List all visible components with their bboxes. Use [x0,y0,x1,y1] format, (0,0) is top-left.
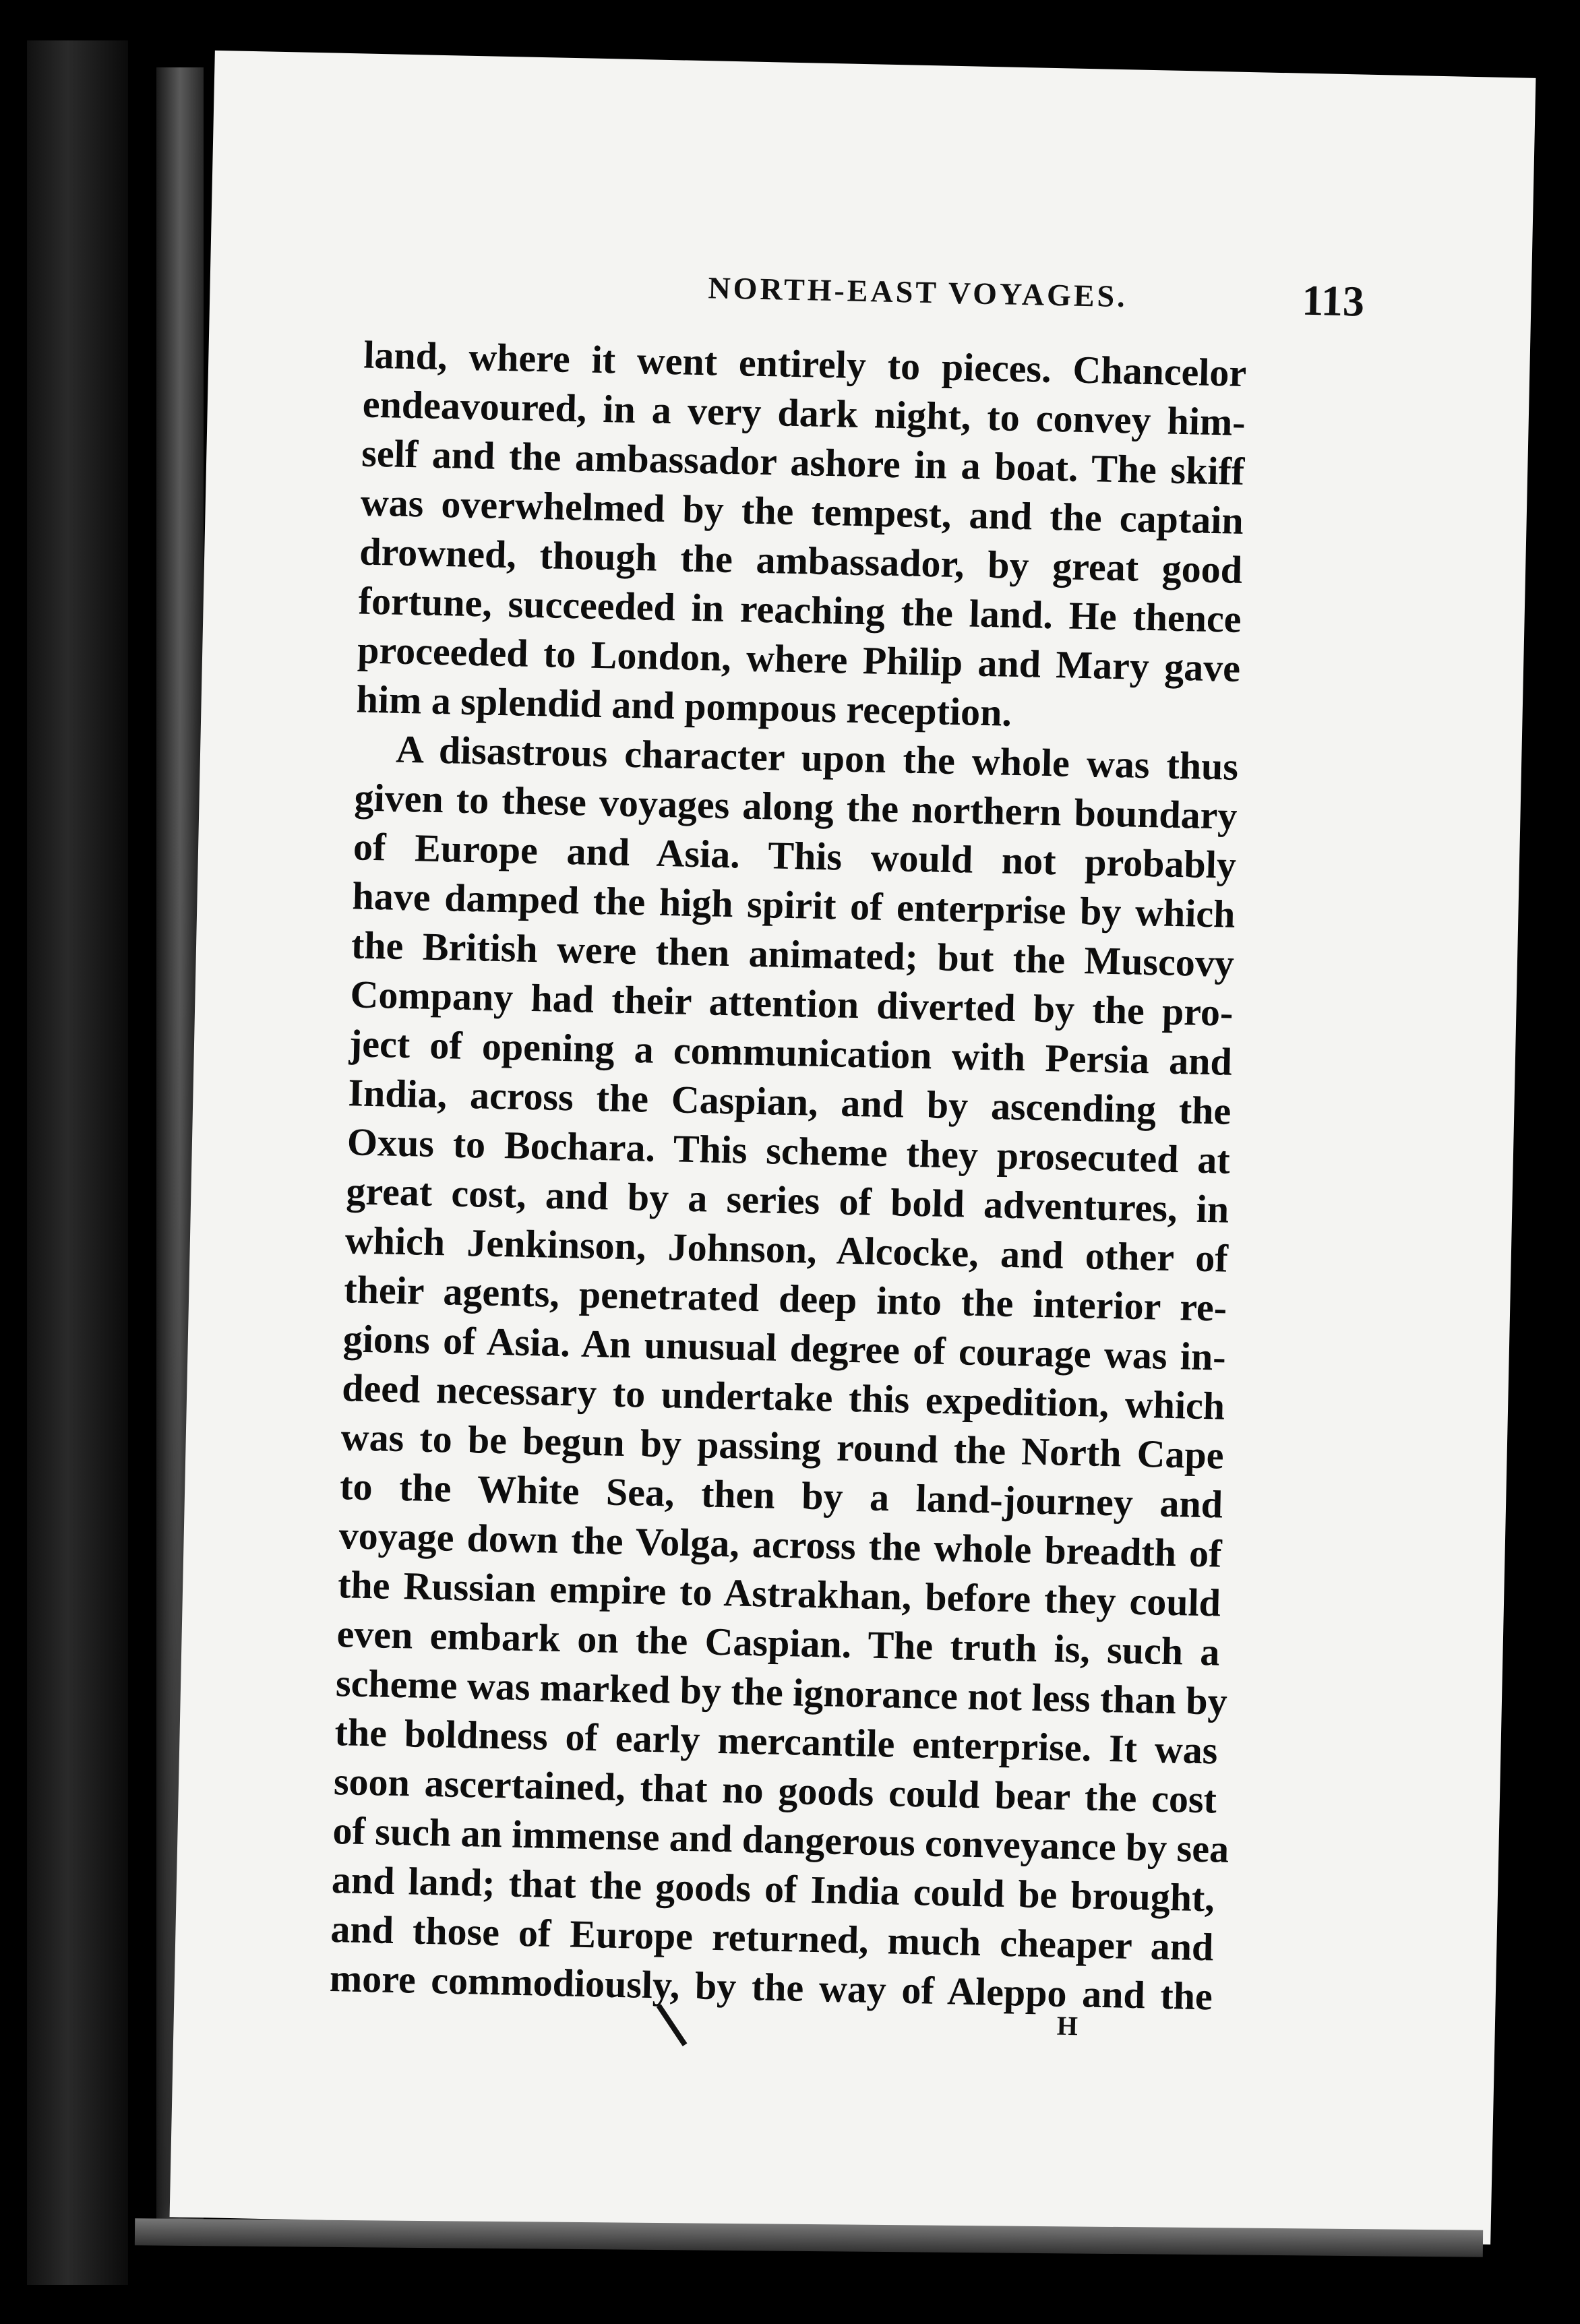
text-line: him a splendid and pompous reception. [356,677,1012,735]
body-text [329,330,1247,2021]
text-line: the British were then animated; but the Muscovy [351,923,1235,985]
text-line: of such an immense and dangerous conveyance by sea [332,1808,1229,1871]
text-line: and land; that the goods of India could be brought, [331,1858,1215,1920]
text-line: India, across the Caspian, and by ascending the [347,1070,1232,1133]
text-line: endeavoured, in a very dark night, to convey him- [362,381,1246,444]
text-line: gions of Asia. An unusual degree of courage was in- [342,1316,1227,1379]
text-line: to the White Sea, then by a land-journey and [339,1464,1223,1527]
text-line: land, where it went entirely to pieces. Chancelor [363,332,1247,395]
text-line: even embark on the Caspian. The truth is, such a [336,1612,1221,1674]
book-spine-edge [27,40,128,2285]
text-line: Company had their attention diverted by the pro- [349,972,1234,1035]
text-line: Oxus to Bochara. This scheme they prosecuted at [346,1120,1231,1182]
text-line: self and the ambassador ashore in a boat. The skiff [361,431,1245,493]
text-line: their agents, penetrated deep into the interior re- [343,1267,1227,1330]
text-line: proceeded to London, where Philip and Mary gave [357,628,1241,690]
text-line: given to these voyages along the northern boundary [354,775,1238,838]
text-line: scheme was marked by the ignorance not less than by [335,1661,1228,1723]
text-line: which Jenkinson, Johnson, Alcocke, and other of [344,1218,1229,1281]
text-line: ject of opening a communication with Persia and [348,1021,1233,1084]
signature-mark: H [1056,2010,1078,2042]
text-line: drowned, though the ambassador, by great good [359,529,1243,592]
text-line: A disastrous character upon the whole was thus [395,727,1239,789]
text-line: was overwhelmed by the tempest, and the captain [360,480,1244,543]
text-line: soon ascertained, that no goods could bear the cost [333,1759,1217,1822]
text-line: the boldness of early mercantile enterprise. It was [334,1710,1219,1773]
text-line: of Europe and Asia. This would not probably [353,824,1237,887]
text-line: voyage down the Volga, across the whole breadth of [338,1513,1223,1576]
text-line: deed necessary to undertake this expedition, which [341,1366,1225,1428]
running-head: NORTH-EAST VOYAGES. [708,270,1128,314]
page-content [170,51,1536,2244]
ink-mark [657,2004,688,2046]
book-page [170,51,1536,2244]
text-line: and those of Europe returned, much cheaper and [330,1907,1214,1969]
page-number: 113 [1301,276,1365,326]
text-line: fortune, succeeded in reaching the land. He thence [358,578,1242,641]
text-line: the Russian empire to Astrakhan, before they could [337,1562,1221,1625]
text-line: was to be begun by passing round the North Cape [340,1415,1225,1477]
text-line: have damped the high spirit of enterprise by which [351,874,1236,936]
text-line: great cost, and by a series of bold adventures, in [345,1169,1229,1231]
text-line: more commodiously, by the way of Aleppo and the [329,1956,1213,2019]
